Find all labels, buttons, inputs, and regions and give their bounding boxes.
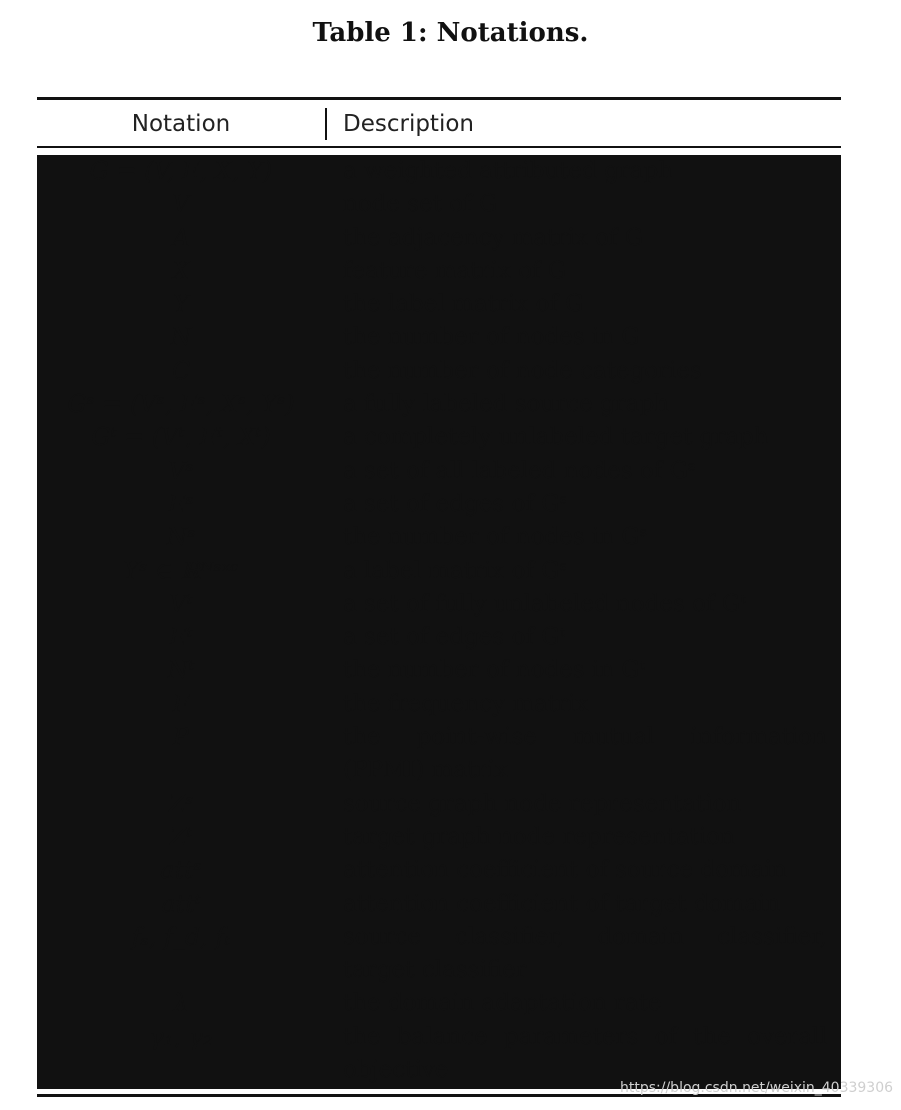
description-cell: source classifier, domain classifier, target classifier (343, 923, 827, 984)
description-cell: the adjacency matrix of G (343, 224, 644, 251)
table-row (37, 654, 841, 687)
description-cell: the number of nodes in Gᵗ (343, 657, 646, 684)
description-cell: the frequency matrix (343, 690, 589, 717)
notation-cell: N (170, 323, 192, 352)
table-row (37, 455, 841, 488)
notation-cell: Vᵗ (169, 589, 193, 618)
notation-cell: Vˢ (168, 456, 194, 485)
description-cell: a fully labeled source graph (343, 391, 669, 418)
description-cell: a label matrix of Gˢ (343, 557, 568, 584)
notation-cell: Zˢ (168, 789, 194, 818)
description-cell: source graph node representation (343, 790, 742, 817)
header-column-divider (325, 108, 327, 140)
notation-cell: attᵗ (161, 889, 201, 918)
table-row (37, 721, 841, 788)
table-row (37, 388, 841, 421)
watermark: https://blog.csdn.net/weixin_40339306 (620, 1080, 894, 1096)
table-row (37, 421, 841, 454)
table-row (37, 588, 841, 621)
table-row (37, 188, 841, 221)
notation-cell: Y (173, 290, 189, 319)
description-cell: attention coefficient of target domain (343, 890, 781, 917)
notation-cell: Zᵗ (169, 822, 193, 851)
description-cell: the balance parameters of the overall objective (343, 1023, 827, 1084)
notation-cell: C (171, 356, 191, 385)
table-row (37, 821, 841, 854)
description-cell: target graph node representation (343, 823, 735, 850)
description-cell: the number of nodes in Gˢ (343, 524, 648, 551)
notation-cell: attˢ (160, 856, 202, 885)
table-row (37, 854, 841, 887)
table-row (37, 621, 841, 654)
table-row (37, 788, 841, 821)
description-cell: the domain adaptation rate (343, 990, 662, 1017)
description-cell: the number of node categories (343, 357, 702, 384)
top-rule (37, 97, 841, 100)
table-row (37, 987, 841, 1020)
notation-cell: Nˢ (166, 523, 196, 552)
header-description: Description (343, 111, 474, 137)
notation-cell: fₛ, f_d, fₜ (131, 922, 231, 951)
header-rule (37, 146, 841, 148)
notation-cell: G = (V, E, X, Y) (89, 157, 273, 185)
notation-cell: Nᵗ (167, 656, 195, 685)
description-cell: the label matrix of G (343, 291, 584, 318)
table-row (37, 222, 841, 255)
notation-cell: Gᵗ = (Vᵗ, Eᵗ, Xᵗ) (91, 423, 271, 452)
table-row (37, 255, 841, 288)
header-notation: Notation (131, 111, 231, 137)
description-cell: a weighted attributed graph (343, 158, 674, 184)
notation-cell: P (172, 723, 190, 752)
description-cell: a set of edges of Gˢ (343, 490, 568, 517)
notation-cell: Yˢ ∈ ℝᴺˢˣᶜ (123, 556, 239, 585)
notation-cell: Gˢ = (Vˢ, Eˢ, Xˢ, Yˢ) (67, 390, 295, 419)
notation-cell: X (172, 256, 190, 285)
table-row (37, 288, 841, 321)
notation-cell: Eˢ (168, 489, 194, 518)
table-row (37, 921, 841, 988)
description-cell: a completely unlabeled target graph (343, 424, 769, 451)
notation-cell: F (172, 689, 190, 718)
table-row (37, 1021, 841, 1088)
description-cell: attention coefficient of source domain (343, 857, 787, 884)
notation-cell: λ (173, 989, 189, 1018)
description-cell: node set of G (343, 191, 498, 218)
notation-cell: V (172, 190, 190, 219)
table-row (37, 355, 841, 388)
table-row (37, 321, 841, 354)
table-row (37, 688, 841, 721)
table-caption: Table 1: Notations. (312, 18, 589, 48)
description-cell: a set of edges of Gᵗ (343, 624, 566, 651)
table-row (37, 521, 841, 554)
description-cell: the point-wise mutual information (PPMI) matrix (343, 724, 827, 784)
table-body (37, 155, 841, 1087)
table-row (37, 888, 841, 921)
description-cell: feature matrix of G (343, 257, 567, 284)
notation-cell: A (172, 223, 190, 252)
table-row (37, 155, 841, 188)
notation-cell: Eᵗ (169, 623, 193, 652)
description-cell: a set of fully unlabeled nodes of Gᵗ (343, 590, 746, 617)
notation-cell: γ₁, γ₂ (149, 1022, 213, 1051)
description-cell: the number of nodes in G (343, 324, 640, 351)
table-row (37, 555, 841, 588)
table-row (37, 488, 841, 521)
description-cell: a set of all labeled nodes of Gˢ (343, 457, 696, 484)
